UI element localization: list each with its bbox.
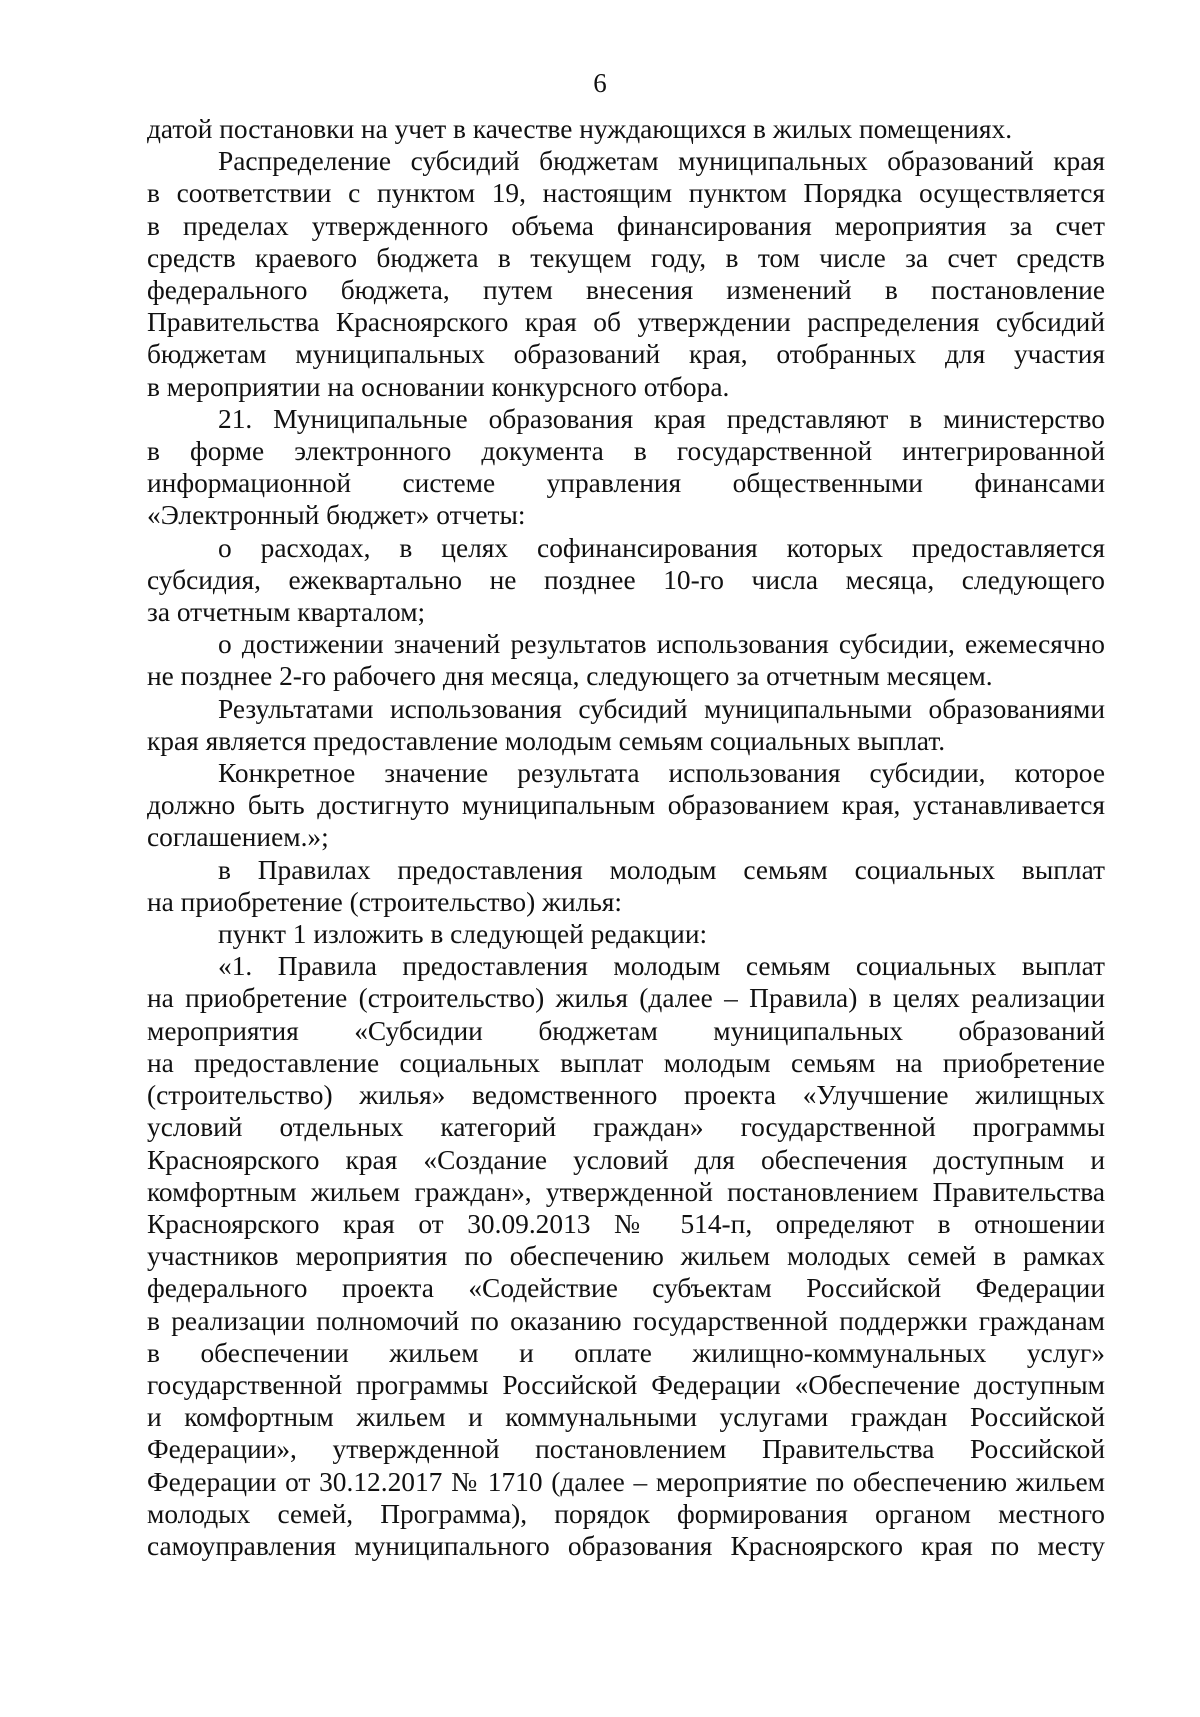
text-line: Правительства Красноярского края об утверждении распределения субсидий [147,307,1105,338]
text-line: «Электронный бюджет» отчеты: [147,500,526,531]
text-line: информационной системе управления общественными финансами [147,468,1105,499]
text-line: 21. Муниципальные образования края представляют в министерство [218,403,1105,434]
text-line: Красноярского края «Создание условий для обеспечения доступным и [147,1144,1105,1175]
text-line: в соответствии с пунктом 19, настоящим пунктом Порядка осуществляется [147,178,1105,209]
text-line: «1. Правила предоставления молодым семьям социальных выплат [218,951,1105,982]
text-line: федерального бюджета, путем внесения изменений в постановление [147,275,1105,306]
text-line: не позднее 2-го рабочего дня месяца, следующего за отчетным месяцем. [147,661,993,692]
text-line: в пределах утвержденного объема финансирования мероприятия за счет [147,210,1105,241]
text-line: о расходах, в целях софинансирования которых предоставляется [218,532,1105,563]
text-line: федерального проекта «Содействие субъектам Российской Федерации [147,1273,1105,1304]
text-line: комфортным жильем граждан», утвержденной постановлением Правительства [147,1176,1105,1207]
text-line: Результатами использования субсидий муниципальными образованиями [218,693,1105,724]
text-line: Федерации», утвержденной постановлением Правительства Российской [147,1434,1105,1465]
text-line: самоуправления муниципального образования Красноярского края по месту [147,1530,1105,1561]
text-line: и комфортным жильем и коммунальными услугами граждан Российской [147,1402,1105,1433]
text-line: молодых семей, Программа), порядок формирования органом местного [147,1498,1105,1529]
text-line: (строительство) жилья» ведомственного проекта «Улучшение жилищных [147,1080,1105,1111]
text-line: в мероприятии на основании конкурсного отбора. [147,371,730,402]
text-line: Конкретное значение результата использования субсидии, которое [218,758,1105,789]
text-line: в реализации полномочий по оказанию государственной поддержки гражданам [147,1305,1105,1336]
text-line: соглашением.»; [147,822,329,853]
text-line: Федерации от 30.12.2017 № 1710 (далее – мероприятие по обеспечению жильем [147,1466,1105,1497]
text-line: государственной программы Российской Федерации «Обеспечение доступным [147,1369,1105,1400]
text-line: о достижении значений результатов использования субсидии, ежемесячно [218,629,1105,660]
text-line: датой постановки на учет в качестве нуждающихся в жилых помещениях. [147,114,1013,144]
page-number: 6 [593,68,607,98]
text-line: за отчетным кварталом; [147,597,426,628]
text-line: средств краевого бюджета в текущем году, в том числе за счет средств [147,242,1105,273]
text-line: в Правилах предоставления молодым семьям социальных выплат [218,854,1105,885]
text-line: бюджетам муниципальных образований края, отобранных для участия [147,339,1105,370]
text-line: на приобретение (строительство) жилья (далее – Правила) в целях реализации [147,983,1105,1014]
text-line: условий отдельных категорий граждан» государственной программы [147,1112,1105,1143]
text-line: на предоставление социальных выплат молодым семьям на приобретение [147,1047,1105,1078]
text-line: края является предоставление молодым семьям социальных выплат. [147,725,946,756]
text-line: пункт 1 изложить в следующей редакции: [218,919,708,950]
text-line: субсидия, ежеквартально не позднее 10-го числа месяца, следующего [147,564,1105,595]
document-body [147,113,1105,1562]
text-line: на приобретение (строительство) жилья: [147,886,623,917]
text-line: участников мероприятия по обеспечению жильем молодых семей в рамках [147,1241,1105,1272]
text-line: в форме электронного документа в государственной интегрированной [147,436,1105,467]
text-line: должно быть достигнуто муниципальным образованием края, устанавливается [147,790,1105,821]
text-line: Красноярского края от 30.09.2013 № 514-п, определяют в отношении [147,1208,1105,1239]
text-line: Распределение субсидий бюджетам муниципальных образований края [218,146,1105,177]
text-line: в обеспечении жильем и оплате жилищно-коммунальных услуг» [147,1337,1105,1368]
text-line: мероприятия «Субсидии бюджетам муниципальных образований [147,1015,1105,1046]
